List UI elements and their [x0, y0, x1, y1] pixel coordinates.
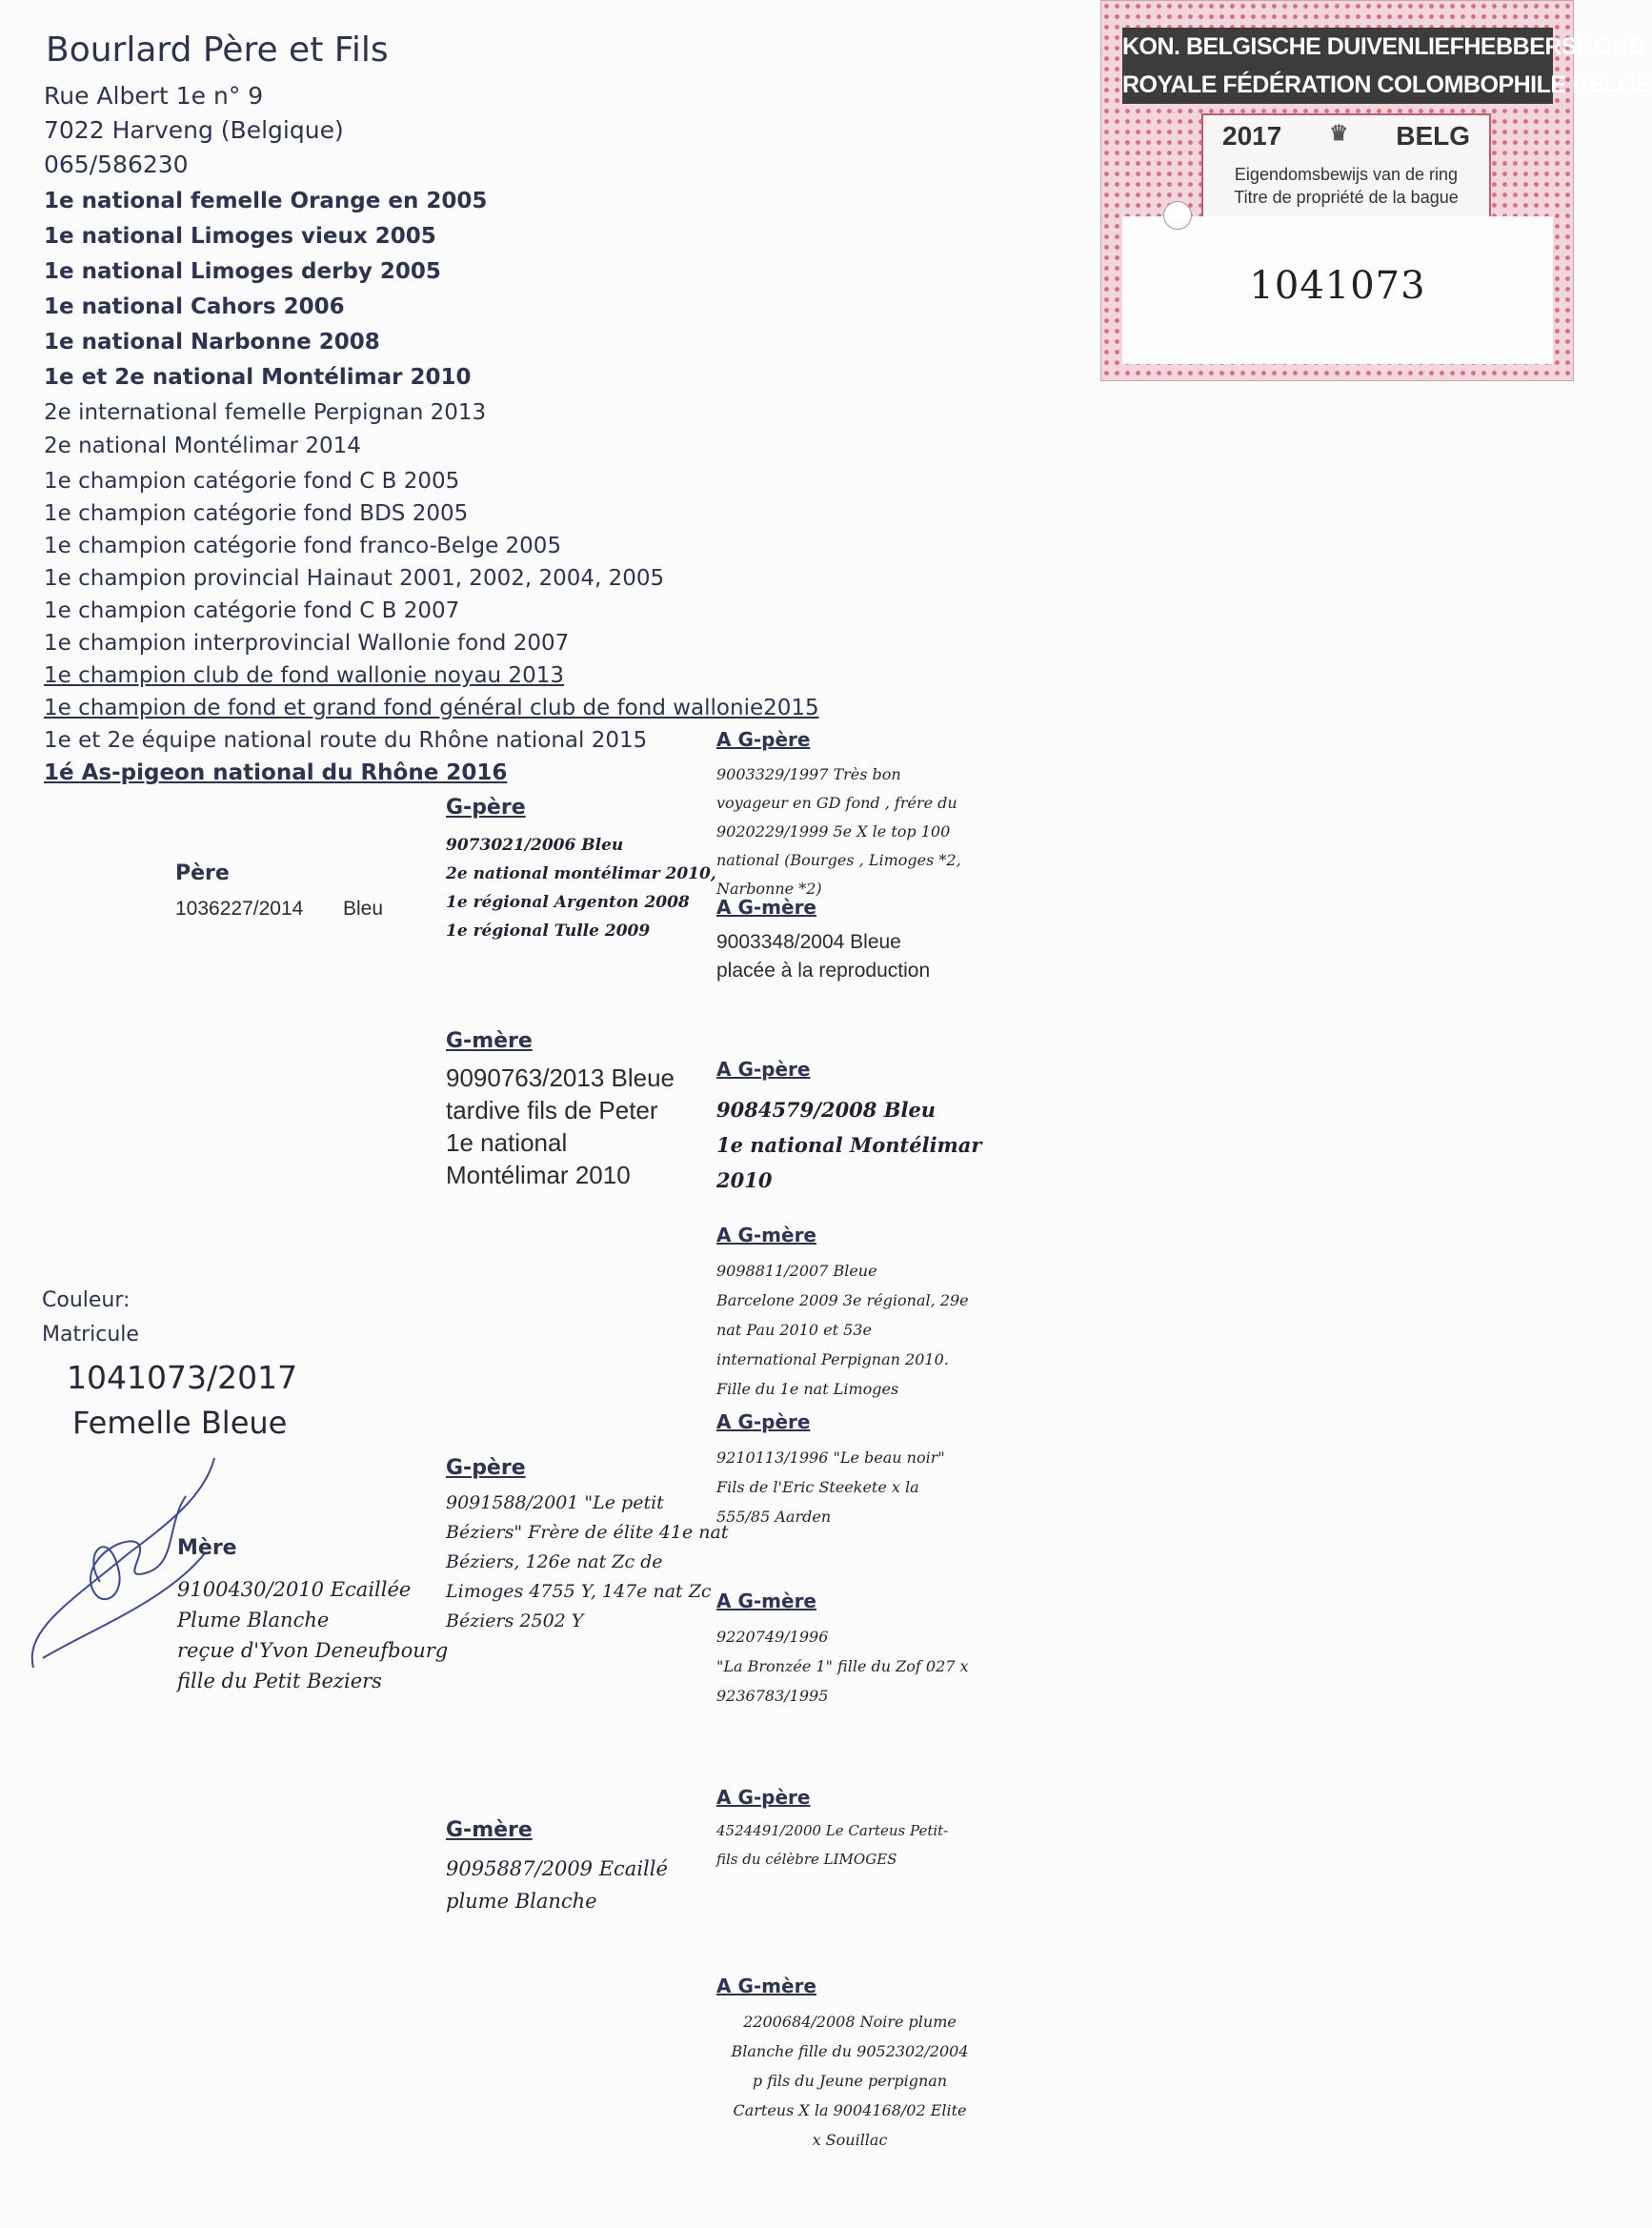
achievement-item: 1e champion catégorie fond franco-Belge 2005	[44, 534, 562, 558]
agm4-line: p fils du Jeune perpignan	[752, 2072, 948, 2090]
agm3-line: 9220749/1996	[716, 1628, 829, 1646]
ring-certificate	[1100, 0, 1652, 381]
mere-line: Plume Blanche	[177, 1609, 330, 1631]
gm-maternal-line: 9095887/2009 Ecaillé	[446, 1857, 668, 1880]
agp4-line: 4524491/2000 Le Carteus Petit-	[716, 1822, 949, 1839]
achievement-item: 2e national Montélimar 2014	[44, 434, 361, 458]
achievement-item: 1é As-pigeon national du Rhône 2016	[44, 760, 508, 785]
address-city: 7022 Harveng (Belgique)	[44, 116, 344, 144]
gp-maternal-line: Béziers, 126e nat Zc de	[446, 1551, 663, 1572]
agp1-line: voyageur en GD fond , frére du	[716, 794, 957, 812]
agp3-line: 555/85 Aarden	[716, 1508, 832, 1526]
agp3-line: 9210113/1996 "Le beau noir"	[716, 1448, 945, 1467]
gp-paternal-label: G-père	[446, 796, 526, 820]
gm-paternal-line: 1e national	[446, 1128, 568, 1157]
achievement-item: 1e national femelle Orange en 2005	[44, 189, 488, 213]
phone-number: 065/586230	[44, 151, 189, 178]
agm4-line: x Souillac	[812, 2131, 888, 2149]
achievement-item: 1e national Limoges vieux 2005	[44, 224, 436, 249]
achievement-item: 1e champion catégorie fond C B 2005	[44, 469, 460, 494]
gp-maternal-line: Limoges 4755 Y, 147e nat Zc	[446, 1581, 712, 1602]
ring-number: 1041073	[1249, 264, 1426, 308]
agp4-line: fils du célèbre LIMOGES	[716, 1851, 897, 1868]
agp1-line: Narbonne *2)	[716, 880, 822, 898]
subject-description: Femelle Bleue	[72, 1405, 288, 1441]
gm-paternal-line: 9090763/2013 Bleue	[446, 1063, 675, 1092]
agm2-line: Fille du 1e nat Limoges	[716, 1380, 899, 1398]
agm3-details	[716, 1622, 969, 1711]
mere-line: reçue d'Yvon Deneufbourg	[177, 1639, 449, 1662]
crown-icon: ♛	[1329, 121, 1349, 145]
agm2-line: Barcelone 2009 3e régional, 29e	[716, 1291, 969, 1309]
agp4-details	[716, 1816, 948, 1874]
achievement-item: 2e international femelle Perpignan 2013	[44, 400, 487, 425]
agm4-line: 2200684/2008 Noire plume	[743, 2013, 957, 2031]
federation-name-fr: ROYALE FÉDÉRATION COLOMBOPHILE BELGE	[1122, 66, 1553, 104]
agp2-line: 9084579/2008 Bleu	[716, 1098, 937, 1122]
agm4-label: A G-mère	[716, 1975, 816, 1997]
gp-maternal-details	[446, 1489, 728, 1636]
achievement-item: 1e et 2e national Montélimar 2010	[44, 365, 472, 390]
ring-title-box	[1201, 113, 1491, 220]
gp-paternal-line: 2e national montélimar 2010,	[446, 864, 716, 883]
agp2-line: 2010	[716, 1168, 773, 1192]
achievement-item: 1e champion provincial Hainaut 2001, 2002, 2004, 2005	[44, 566, 665, 591]
agm3-line: 9236783/1995	[716, 1687, 829, 1705]
gp-maternal-label: G-père	[446, 1456, 526, 1480]
breeder-name: Bourlard Père et Fils	[46, 30, 389, 70]
gp-paternal-line: 9073021/2006 Bleu	[446, 836, 624, 855]
gm-maternal-label: G-mère	[446, 1818, 533, 1842]
achievement-item: 1e champion interprovincial Wallonie fond 2007	[44, 631, 570, 656]
agp1-line: 9003329/1997 Très bon	[716, 765, 901, 783]
gm-paternal-line: Montélimar 2010	[446, 1161, 631, 1189]
gm-paternal-line: tardive fils de Peter	[446, 1096, 658, 1124]
pere-color: Bleu	[343, 898, 384, 920]
agm2-line: 9098811/2007 Bleue	[716, 1262, 877, 1280]
gp-paternal-line: 1e régional Argenton 2008	[446, 893, 690, 912]
agm1-label: A G-mère	[716, 896, 816, 919]
agp4-label: A G-père	[716, 1786, 811, 1809]
ring-ownership-fr: Titre de propriété de la bague	[1234, 188, 1459, 207]
agp3-details	[716, 1443, 945, 1531]
agm1-line: 9003348/2004 Bleue	[716, 931, 901, 953]
pere-label: Père	[175, 861, 230, 885]
gp-paternal-line: 1e régional Tulle 2009	[446, 922, 651, 941]
mere-details	[177, 1574, 448, 1696]
agm1-details	[716, 928, 930, 985]
gp-maternal-line: 9091588/2001 "Le petit	[446, 1492, 664, 1513]
federation-name-nl: KON. BELGISCHE DUIVENLIEFHEBBERSBOND	[1122, 28, 1553, 66]
agp1-label: A G-père	[716, 728, 811, 751]
agm2-line: international Perpignan 2010.	[716, 1350, 949, 1368]
achievement-item: 1e champion catégorie fond C B 2007	[44, 598, 460, 623]
agp2-label: A G-père	[716, 1058, 811, 1081]
agp2-line: 1e national Montélimar	[716, 1133, 982, 1157]
mere-line: fille du Petit Beziers	[177, 1670, 382, 1692]
ring-country: BELG	[1396, 121, 1470, 151]
gm-paternal-details	[446, 1062, 675, 1191]
agm2-line: nat Pau 2010 et 53e	[716, 1321, 872, 1339]
gp-maternal-line: Béziers 2502 Y	[446, 1610, 584, 1631]
achievement-item: 1e national Cahors 2006	[44, 294, 345, 319]
achievement-item: 1e national Limoges derby 2005	[44, 259, 441, 284]
gm-paternal-label: G-mère	[446, 1029, 533, 1053]
achievement-item: 1e et 2e équipe national route du Rhône national 2015	[44, 728, 648, 753]
agp2-details	[716, 1092, 981, 1198]
achievement-item: 1e national Narbonne 2008	[44, 330, 380, 354]
ring-ownership-nl: Eigendomsbewijs van de ring	[1234, 165, 1459, 184]
achievement-item: 1e champion club de fond wallonie noyau 2013	[44, 663, 564, 688]
agm4-line: Carteus X la 9004168/02 Elite	[733, 2101, 967, 2119]
agp3-label: A G-père	[716, 1410, 811, 1433]
gp-maternal-line: Béziers" Frère de élite 41e nat	[446, 1522, 729, 1543]
agm1-line: placée à la reproduction	[716, 960, 931, 982]
color-label: Couleur:	[42, 1288, 131, 1312]
gm-maternal-line: plume Blanche	[446, 1890, 597, 1913]
punch-hole	[1163, 201, 1192, 230]
agp1-line: 9020229/1999 5e X le top 100	[716, 822, 951, 841]
agp3-line: Fils de l'Eric Steekete x la	[716, 1478, 919, 1496]
agp1-line: national (Bourges , Limoges *2,	[716, 851, 961, 869]
pere-id: 1036227/2014	[175, 898, 304, 920]
ring-year: 2017	[1222, 121, 1282, 151]
gp-paternal-details	[446, 831, 716, 945]
mere-label: Mère	[177, 1536, 237, 1560]
ring-number-area	[1122, 216, 1553, 364]
agm2-details	[716, 1256, 969, 1404]
agm2-label: A G-mère	[716, 1224, 816, 1246]
achievement-item: 1e champion de fond et grand fond général club de fond wallonie2015	[44, 696, 819, 720]
achievement-item: 1e champion catégorie fond BDS 2005	[44, 501, 469, 526]
subject-matricule: 1041073/2017	[67, 1359, 298, 1396]
agm3-line: "La Bronzée 1" fille du Zof 027 x	[716, 1657, 969, 1675]
agm4-line: Blanche fille du 9052302/2004	[731, 2042, 969, 2060]
address-street: Rue Albert 1e n° 9	[44, 82, 264, 110]
agm4-details	[716, 2007, 983, 2155]
agp1-details	[716, 760, 961, 898]
mere-line: 9100430/2010 Ecaillée	[177, 1578, 412, 1601]
matricule-label: Matricule	[42, 1323, 139, 1347]
agm3-label: A G-mère	[716, 1590, 816, 1612]
gm-maternal-details	[446, 1853, 668, 1917]
